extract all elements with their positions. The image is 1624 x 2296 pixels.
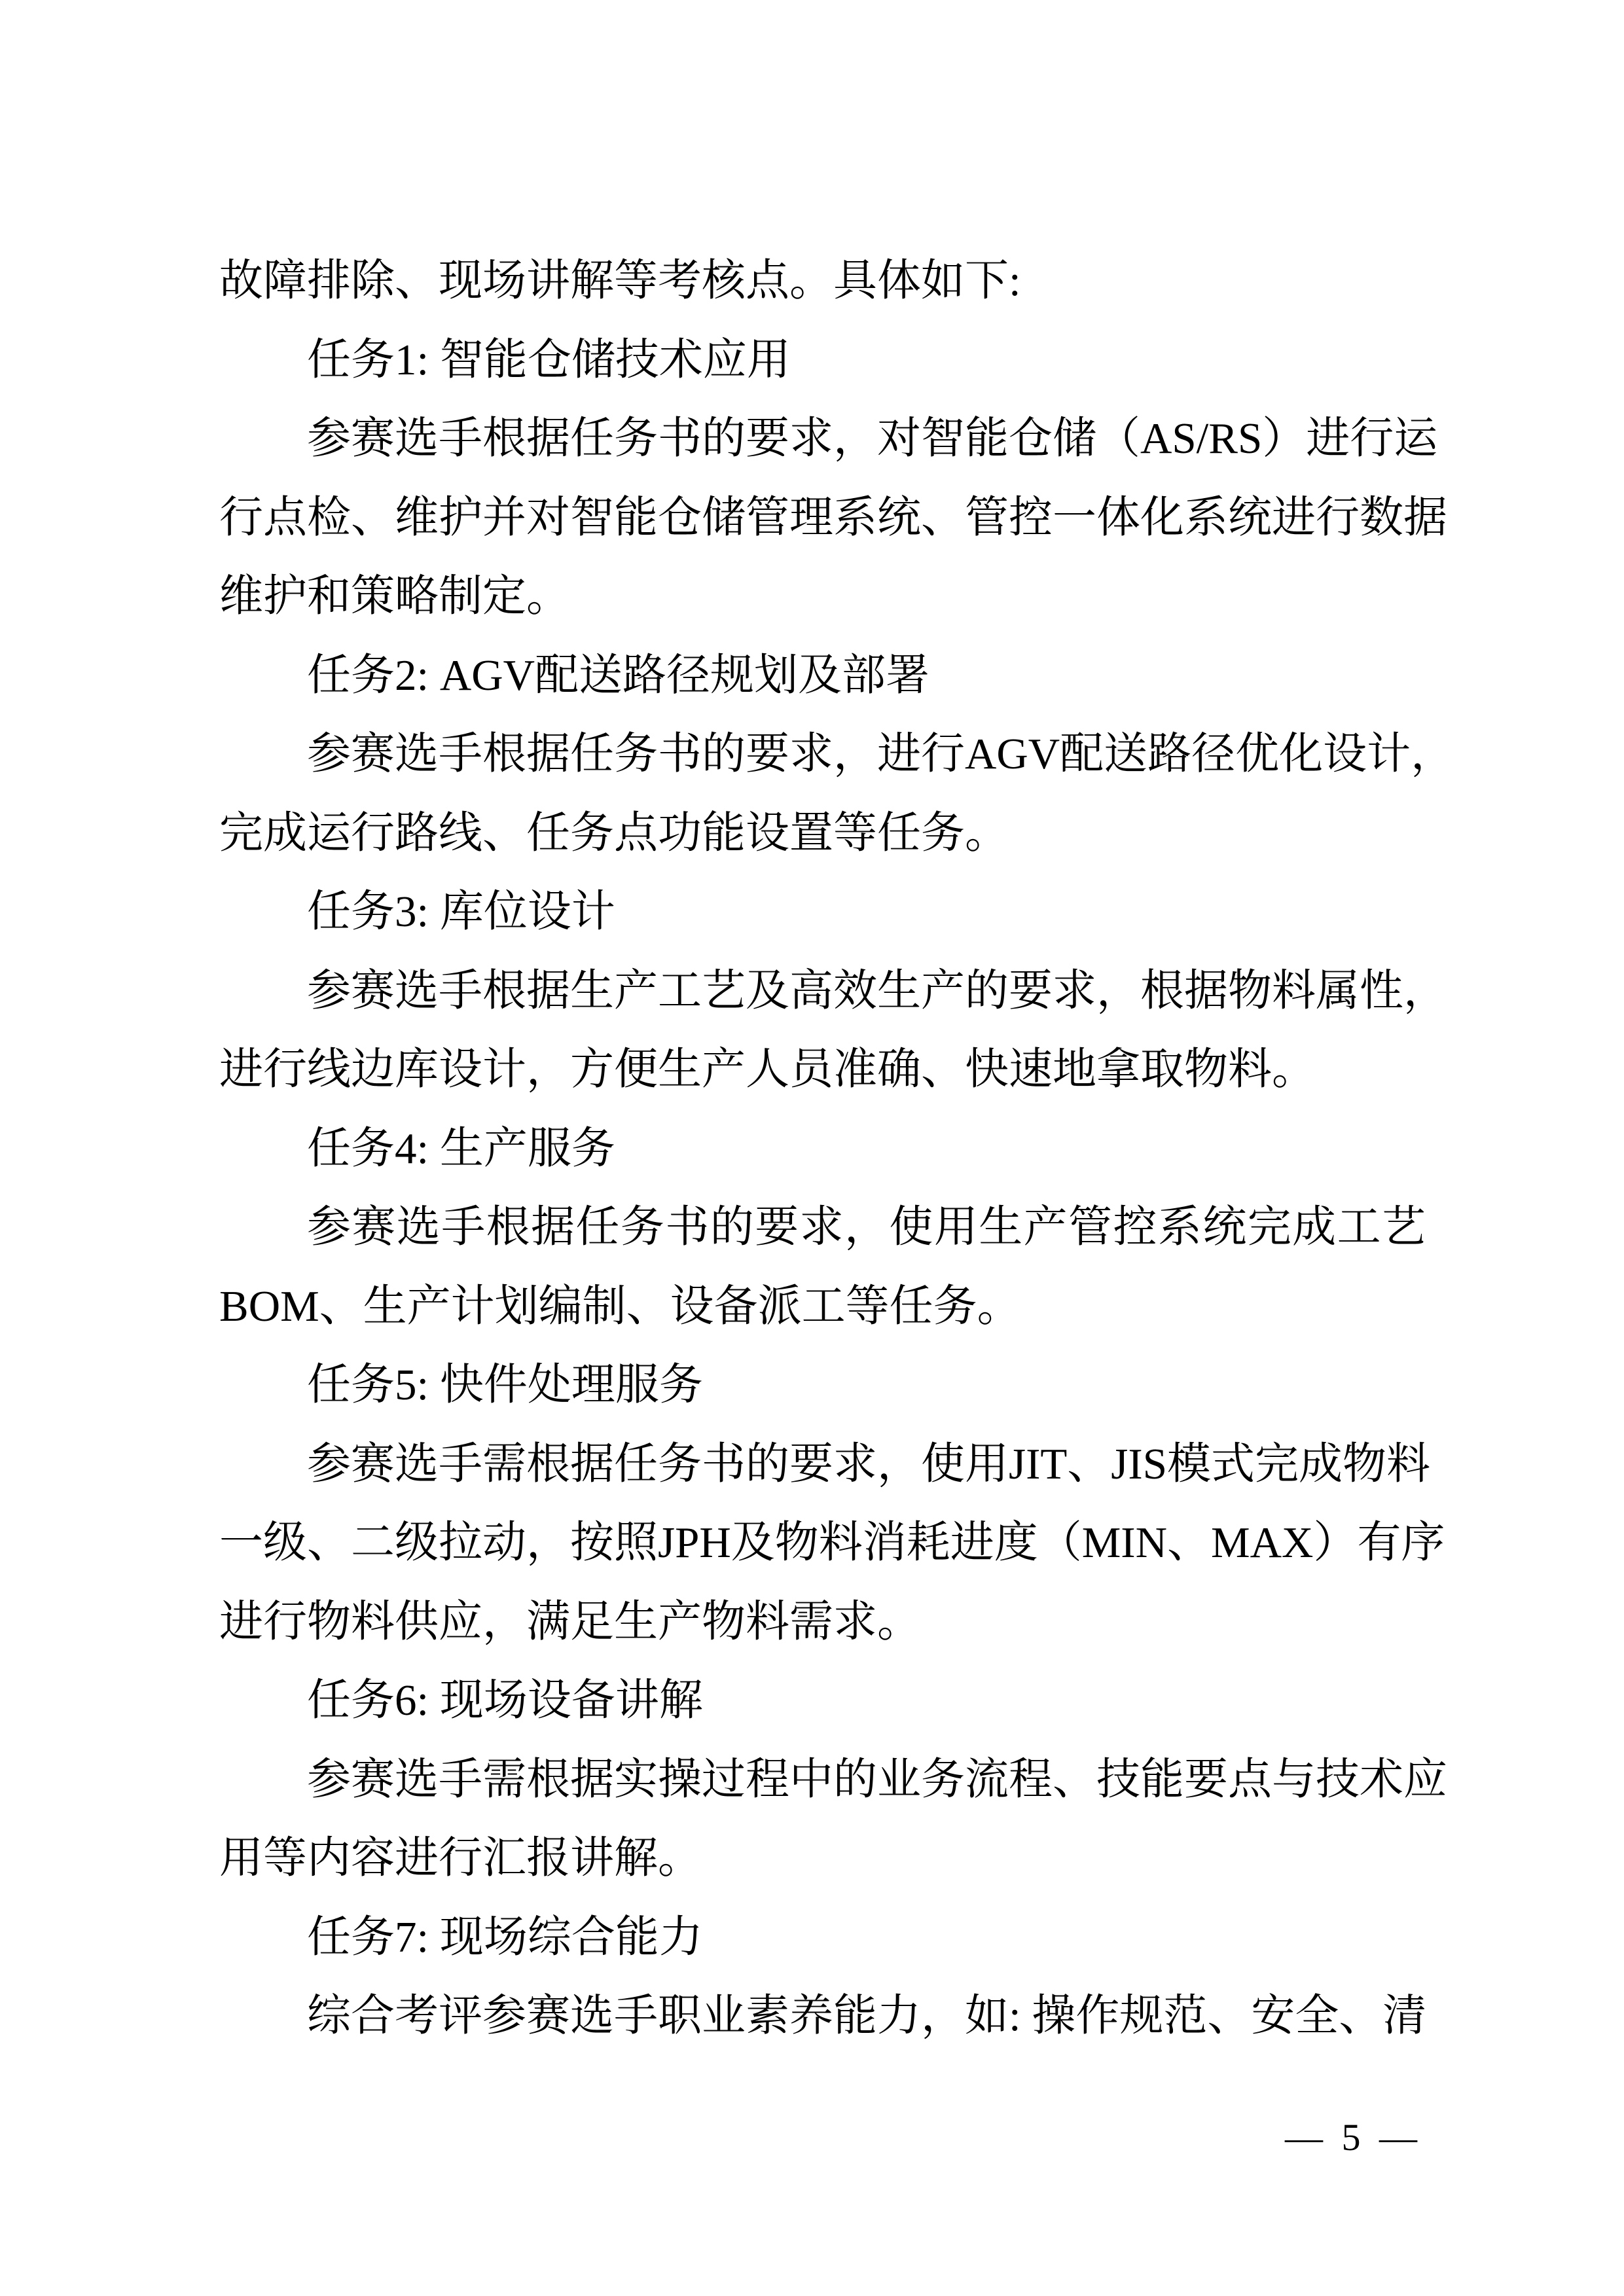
- text-line: 参赛选手需根据任务书的要求，使用JIT、JIS模式完成物料: [307, 1439, 1430, 1488]
- text-line: 维护和策略制定。: [219, 572, 570, 620]
- text-line: 进行物料供应，满足生产物料需求。: [219, 1597, 921, 1646]
- paragraph: [219, 399, 1447, 636]
- text-line: 用等内容进行汇报讲解。: [219, 1834, 702, 1882]
- text-line: 行点检、维护并对智能仓储管理系统、管控一体化系统进行数据: [219, 493, 1447, 542]
- text-line: 故障排除、现场讲解等考核点。具体如下:: [219, 257, 1021, 305]
- text-line: 综合考评参赛选手职业素养能力，如: 操作规范、安全、清: [307, 1992, 1427, 2040]
- page-number: — 5 —: [1285, 2116, 1417, 2159]
- text-line: 任务5: 快件处理服务: [307, 1361, 703, 1409]
- paragraph: [219, 321, 1426, 400]
- text-line: 任务7: 现场综合能力: [307, 1912, 703, 1962]
- paragraph: [219, 1740, 1447, 1898]
- text-line: 一级、二级拉动，按照JPH及物料消耗进度（MIN、MAX）有序: [219, 1518, 1445, 1567]
- paragraph: [219, 872, 1426, 952]
- text-line: BOM、生产计划编制、设备派工等任务。: [219, 1282, 1021, 1331]
- paragraph: [219, 1898, 1426, 1977]
- text-line: 任务2: AGV配送路径规划及部署: [307, 651, 930, 700]
- paragraph: [219, 952, 1447, 1109]
- paragraph: [219, 1661, 1426, 1740]
- paragraph: [219, 1346, 1426, 1425]
- paragraph: [219, 1188, 1426, 1346]
- paragraph: [219, 1425, 1445, 1662]
- text-line: 参赛选手根据生产工艺及高效生产的要求，根据物料属性，: [307, 966, 1447, 1015]
- text-line: 进行线边库设计，方便生产人员准确、快速地拿取物料。: [219, 1045, 1316, 1094]
- paragraph: [219, 1109, 1426, 1189]
- paragraph: [219, 242, 1426, 321]
- paragraph: [219, 636, 1426, 715]
- paragraph: [219, 1977, 1426, 2056]
- text-line: 任务3: 库位设计: [307, 888, 615, 936]
- paragraph: [219, 715, 1455, 872]
- text-line: 参赛选手根据任务书的要求，使用生产管控系统完成工艺: [307, 1203, 1426, 1251]
- document-body: [219, 242, 1455, 2056]
- text-line: 任务4: 生产服务: [307, 1124, 615, 1173]
- text-line: 任务1: 智能仓储技术应用: [307, 335, 791, 384]
- text-line: 参赛选手需根据实操过程中的业务流程、技能要点与技术应: [307, 1755, 1447, 1804]
- text-line: 参赛选手根据任务书的要求，进行AGV配送路径优化设计，: [307, 730, 1455, 778]
- text-line: 任务6: 现场设备讲解: [307, 1676, 703, 1725]
- text-line: 参赛选手根据任务书的要求，对智能仓储（AS/RS）进行运: [307, 414, 1438, 463]
- text-line: 完成运行路线、任务点功能设置等任务。: [219, 808, 1009, 857]
